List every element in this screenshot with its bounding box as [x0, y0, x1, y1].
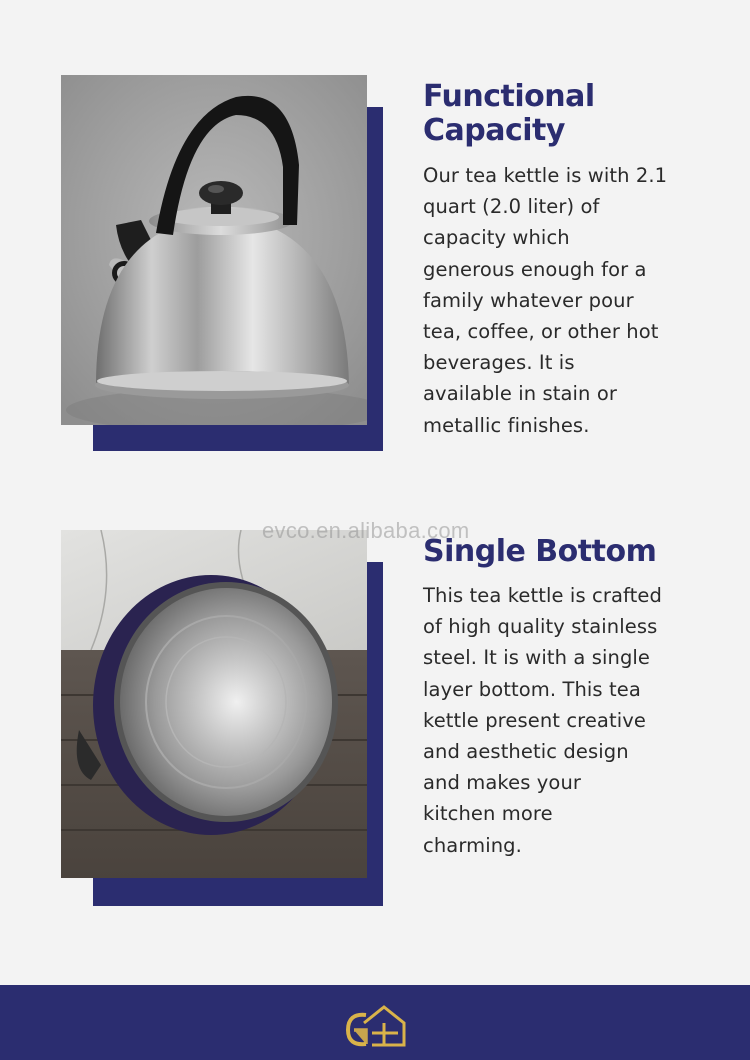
- section-1-heading-line-2: Capacity: [423, 113, 565, 148]
- section-2-line: and makes your: [423, 771, 582, 795]
- section-1-line: metallic finishes.: [423, 413, 590, 437]
- section-2-line: This tea kettle is crafted: [423, 584, 662, 607]
- section-2-line: of high quality stainless: [423, 615, 658, 639]
- section-2-line: kitchen more: [423, 802, 553, 826]
- kettle-side-image: [61, 75, 367, 425]
- section-1-line: quart (2.0 liter) of: [423, 195, 600, 219]
- section-2-line: and aesthetic design: [423, 740, 629, 764]
- section-1-description: [423, 160, 723, 441]
- section-1-line: generous enough for a: [423, 257, 647, 281]
- section-1-line: beverages. It is: [423, 351, 575, 375]
- house-logo-icon: [340, 1003, 414, 1047]
- section-1-heading-line-1: Functional: [423, 79, 595, 114]
- section-2-line: charming.: [423, 833, 522, 857]
- watermark-text: evco.en.alibaba.com: [262, 518, 470, 543]
- section-1-heading: [423, 80, 595, 148]
- section-1-line: Our tea kettle is with 2.1: [423, 164, 668, 187]
- section-1-line: capacity which: [423, 226, 570, 250]
- section-1-line: family whatever pour: [423, 288, 634, 312]
- section-1-line: tea, coffee, or other hot: [423, 320, 659, 344]
- section-2-description: [423, 580, 723, 861]
- kettle-side-photo: [61, 75, 367, 425]
- section-1-line: available in stain or: [423, 382, 617, 406]
- section-2-line: layer bottom. This tea: [423, 677, 641, 701]
- section-2-line: steel. It is with a single: [423, 646, 651, 670]
- kettle-bottom-image: [61, 530, 367, 878]
- section-2-heading: Single Bottom: [423, 534, 657, 569]
- section-2-line: kettle present creative: [423, 708, 646, 732]
- kettle-bottom-photo: [61, 530, 367, 878]
